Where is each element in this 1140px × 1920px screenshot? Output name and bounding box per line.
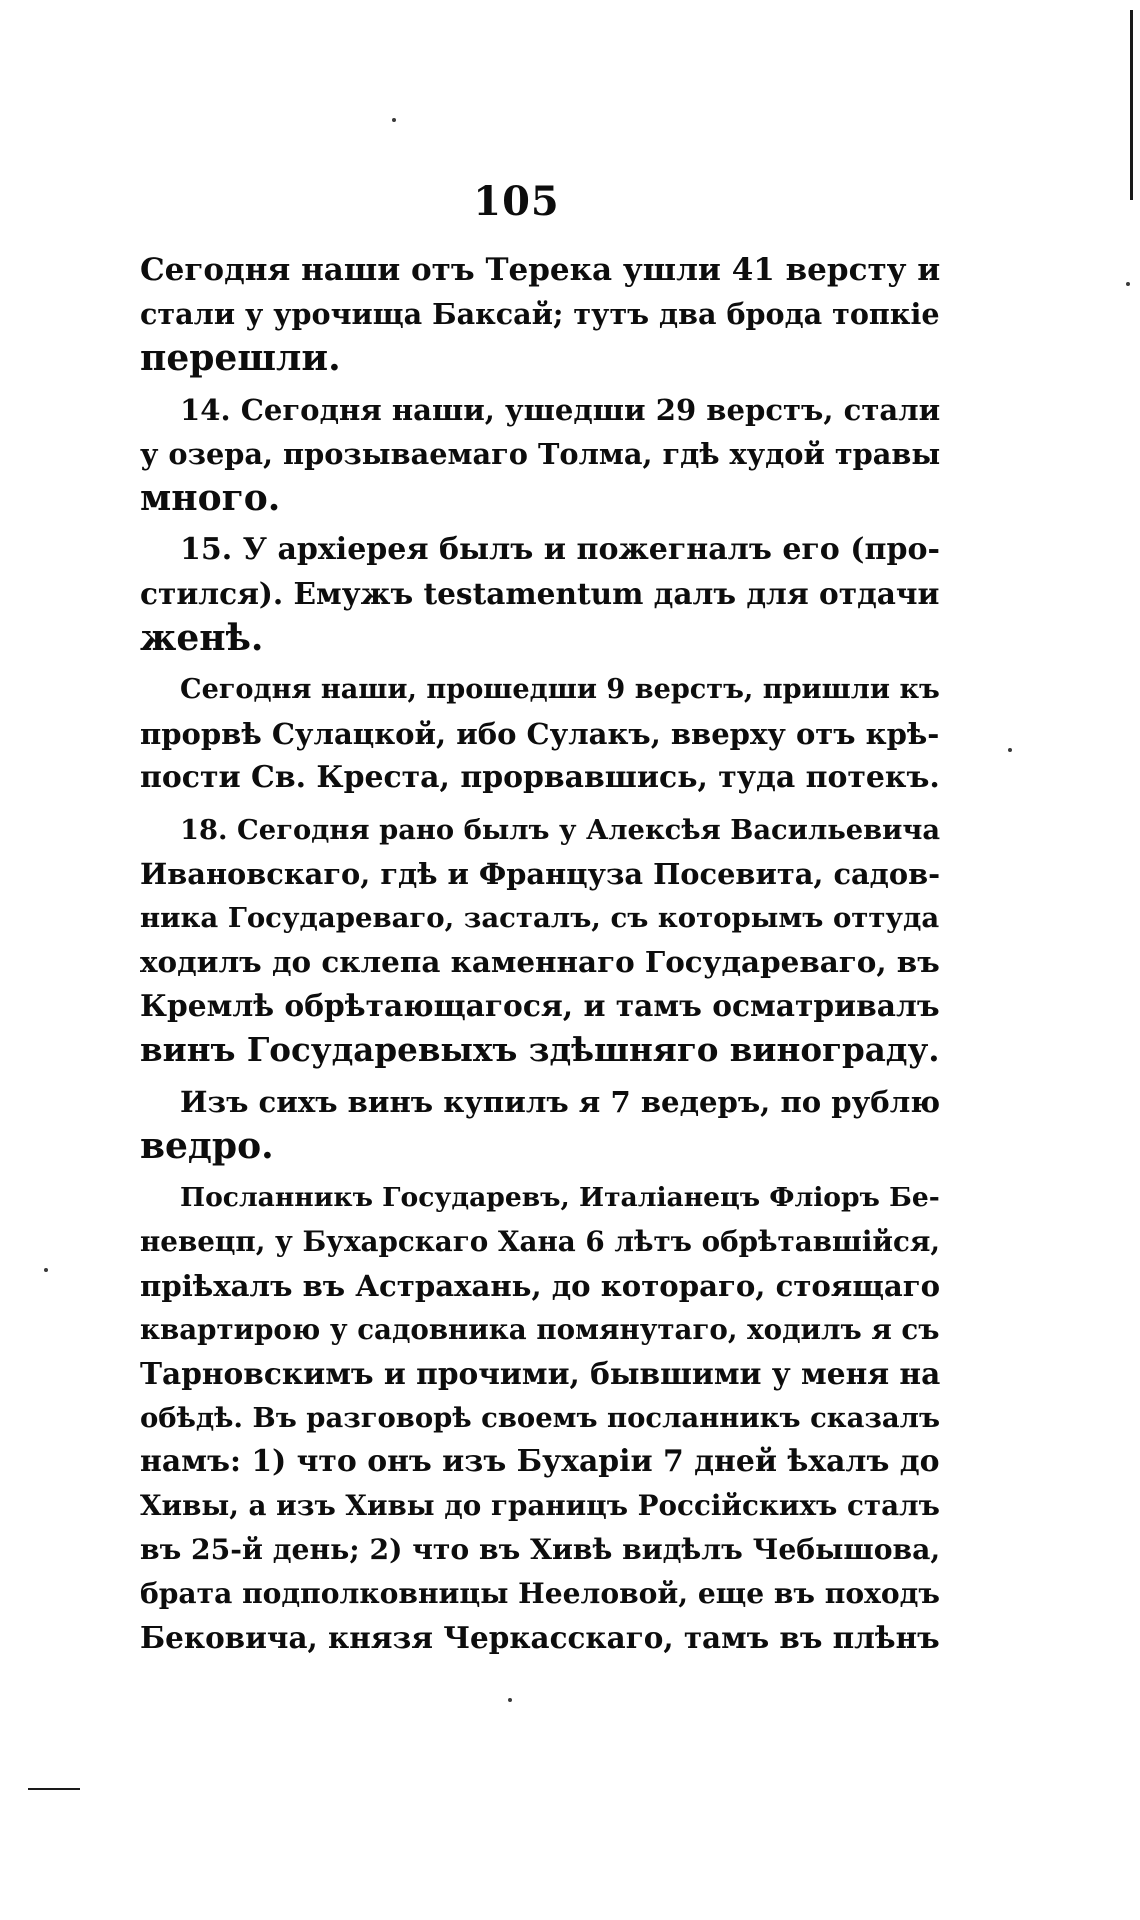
page-number: 105 <box>473 178 560 225</box>
text-line: Кремлѣ обрѣтающагося, и тамъ осматривалъ <box>140 988 940 1023</box>
scan-speck <box>1008 748 1012 752</box>
text-line: перешли. <box>140 337 341 379</box>
text-line: винъ Государевыхъ здѣшняго винограду. <box>140 1030 940 1069</box>
text-line: стился). Емужъ testamentum далъ для отдачи <box>140 576 940 611</box>
text-line: Посланникъ Государевъ, Италіанецъ Флiоръ Бе- <box>180 1182 940 1213</box>
scan-speck <box>392 118 396 122</box>
text-line: стали у урочища Баксай; тутъ два брода топкіе <box>140 297 940 331</box>
scan-speck <box>1126 282 1130 286</box>
text-line: прорвѣ Сулацкой, ибо Сулакъ, вверху отъ крѣ- <box>140 717 940 751</box>
text-line: у озера, прозываемаго Толма, гдѣ худой травы <box>140 437 941 471</box>
text-line: Тарновскимъ и прочими, бывшими у меня на <box>140 1356 941 1391</box>
text-line: ведро. <box>140 1125 274 1167</box>
text-line: ходилъ до склепа каменнаго Государеваго, въ <box>140 944 940 979</box>
text-line: женѣ. <box>140 617 264 659</box>
text-line: квартирою у садовника помянутаго, ходилъ я съ <box>140 1313 940 1346</box>
text-line: ника Государеваго, засталъ, съ которымъ оттуда <box>140 902 940 934</box>
scan-edge-bottom <box>28 1788 80 1790</box>
scan-edge-right <box>1130 10 1133 200</box>
text-line: Сегодня наши, прошедши 9 верстъ, пришли къ <box>180 674 940 705</box>
scan-speck <box>44 1268 48 1272</box>
text-line: Бековича, князя Черкасскаго, тамъ въ плѣнъ <box>140 1620 940 1655</box>
text-line: невецп, у Бухарскаго Хана 6 лѣтъ обрѣтавшiйся, <box>140 1225 941 1258</box>
text-line: 18. Сегодня рано былъ у Алексѣя Васильевича <box>180 814 941 846</box>
text-line: 14. Сегодня наши, ушедши 29 верстъ, стали <box>180 393 941 427</box>
text-line: Хивы, а изъ Хивы до границъ Россійскихъ сталъ <box>140 1489 940 1522</box>
text-line: много. <box>140 477 281 519</box>
text-line: брата подполковницы Нееловой, еще въ походъ <box>140 1577 940 1610</box>
text-line: обѣдѣ. Въ разговорѣ своемъ посланникъ сказалъ <box>140 1402 940 1434</box>
text-line: Ивановскаго, гдѣ и Француза Посевита, садов- <box>140 857 941 891</box>
text-line: Изъ сихъ винъ купилъ я 7 ведеръ, по рублю <box>180 1085 941 1119</box>
text-line: пости Св. Креста, прорвавшись, туда потекъ. <box>140 760 940 795</box>
text-line: въ 25-й день; 2) что въ Хивѣ видѣлъ Чебышова, <box>140 1533 941 1566</box>
text-line: пріѣхалъ въ Астрахань, до котораго, стоящаго <box>140 1269 941 1303</box>
text-line: намъ: 1) что онъ изъ Бухаріи 7 дней ѣхалъ до <box>140 1444 940 1479</box>
text-line: Сегодня наши отъ Терека ушли 41 версту и <box>140 252 941 288</box>
scan-speck <box>508 1698 512 1702</box>
text-line: 15. У архіерея былъ и пожегналъ его (про- <box>180 532 940 567</box>
